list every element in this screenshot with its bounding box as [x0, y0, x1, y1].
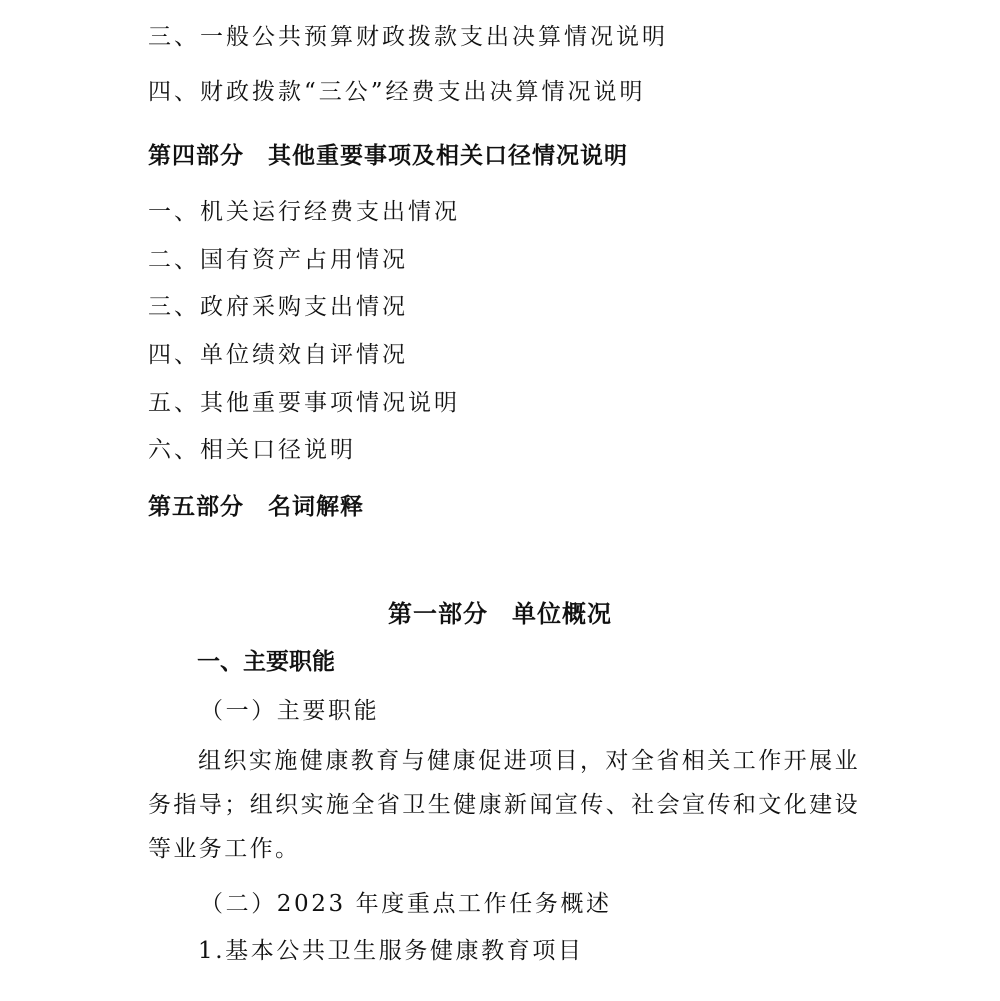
- toc-item-part4-3: 三、政府采购支出情况: [148, 294, 408, 320]
- toc-item-part4-6: 六、相关口径说明: [148, 437, 356, 463]
- toc-part5-number: 第五部分: [148, 494, 244, 520]
- toc-part5-title: 名词解释: [268, 494, 364, 520]
- section-title: [0, 602, 1000, 626]
- toc-item-part4-5: 五、其他重要事项情况说明: [148, 390, 460, 416]
- main-functions-paragraph: 组织实施健康教育与健康促进项目，对全省相关工作开展业务指导；组织实施全省卫生健康新闻宣传、社会宣传和文化建设等业务工作。: [148, 748, 860, 862]
- toc-part4-number: 第四部分: [148, 143, 244, 169]
- main-functions-subheading: （一）主要职能: [200, 698, 380, 724]
- section-number: 第一部分: [388, 600, 488, 628]
- toc-item-part4-4: 四、单位绩效自评情况: [148, 342, 408, 368]
- key-tasks-subheading: （二）2023 年度重点工作任务概述: [200, 891, 612, 917]
- toc-item-part4-1: 一、机关运行经费支出情况: [148, 199, 460, 225]
- toc-item-part4-2: 二、国有资产占用情况: [148, 247, 408, 273]
- task-item-1: 1.基本公共卫生服务健康教育项目: [198, 938, 584, 964]
- main-functions-heading: 一、主要职能: [197, 649, 335, 675]
- toc-part5-heading: [148, 496, 364, 519]
- toc-part4-title: 其他重要事项及相关口径情况说明: [268, 143, 628, 169]
- toc-item-part3-4: 四、财政拨款“三公”经费支出决算情况说明: [148, 79, 646, 105]
- toc-part4-heading: [148, 145, 628, 168]
- section-name: 单位概况: [512, 600, 612, 628]
- toc-item-part3-3: 三、一般公共预算财政拨款支出决算情况说明: [148, 24, 668, 50]
